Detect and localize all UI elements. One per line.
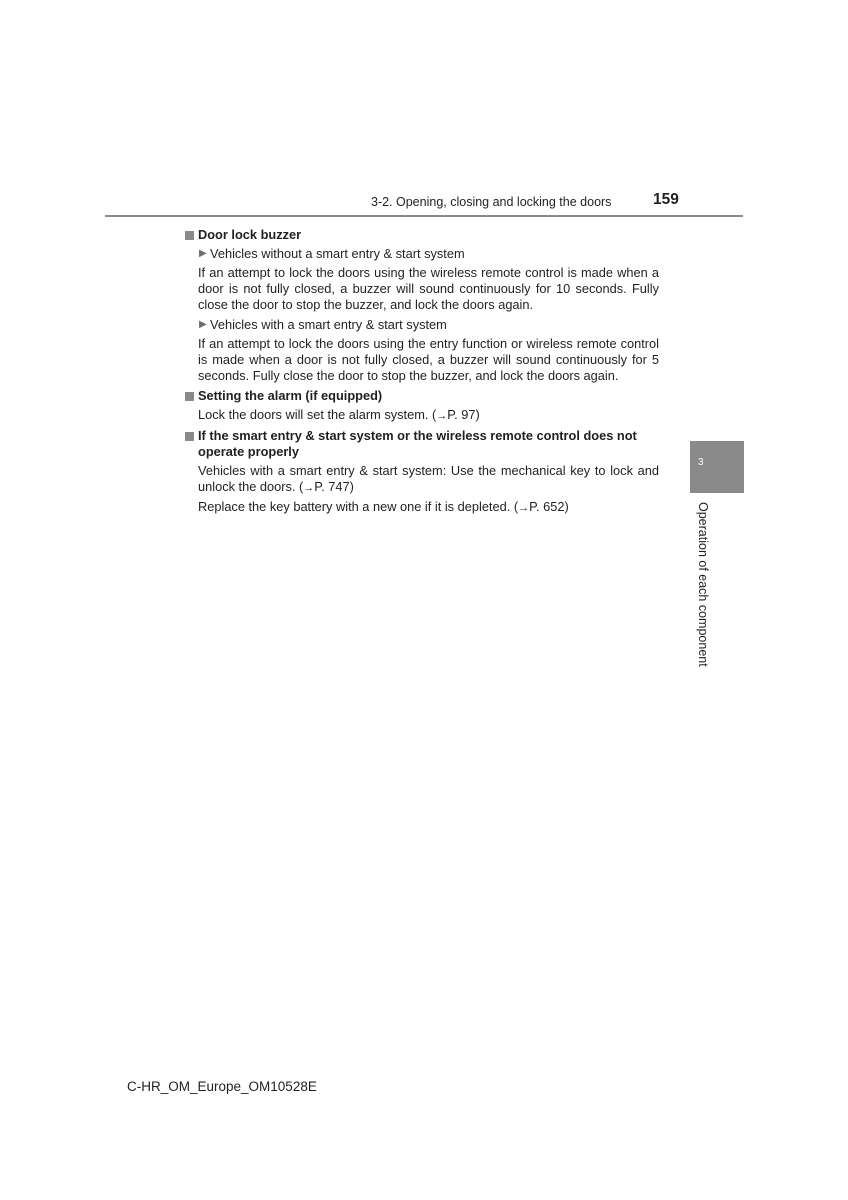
paragraph: If an attempt to lock the doors using the entry function or wireless remote control is made when a door is not fully closed, a buzzer will sound continuously for 5 seconds. Fully close the door to stop the buzzer, and lock the doors again. — [198, 336, 659, 383]
document-code: C-HR_OM_Europe_OM10528E — [127, 1079, 317, 1094]
page-reference[interactable]: P. 652) — [529, 499, 569, 514]
chapter-tab[interactable] — [690, 441, 744, 493]
triangle-right-icon: ▶ — [199, 248, 207, 259]
arrow-right-icon: → — [436, 410, 448, 422]
paragraph: If an attempt to lock the doors using the wireless remote control is made when a door is not fully closed, a buzzer will sound continuously for 10 seconds. Fully close the door to stop the buzzer, and lock the doors again. — [198, 265, 659, 312]
square-bullet-icon — [185, 432, 194, 441]
section-heading: Door lock buzzer — [185, 227, 659, 243]
page-reference[interactable]: P. 97) — [447, 407, 480, 422]
paragraph: Lock the doors will set the alarm system. (→P. 97) — [198, 407, 480, 422]
sub-heading: ▶ Vehicles without a smart entry & start system — [199, 246, 465, 261]
chapter-number: 3 — [698, 457, 704, 468]
arrow-right-icon: → — [303, 482, 315, 494]
sub-heading: ▶ Vehicles with a smart entry & start system — [199, 317, 447, 332]
arrow-right-icon: → — [518, 502, 530, 514]
page-content — [185, 224, 659, 516]
section-heading: If the smart entry & start system or the wireless remote control does not operate properly — [185, 428, 659, 460]
triangle-right-icon: ▶ — [199, 319, 207, 330]
chapter-title: Operation of each component — [696, 502, 710, 667]
square-bullet-icon — [185, 392, 194, 401]
page-reference[interactable]: P. 747) — [314, 479, 354, 494]
paragraph: Vehicles with a smart entry & start system: Use the mechanical key to lock and unlock the doors. (→P. 747) — [198, 463, 659, 494]
section-heading: Setting the alarm (if equipped) — [185, 388, 659, 404]
square-bullet-icon — [185, 231, 194, 240]
header-divider — [105, 215, 743, 217]
paragraph: Replace the key battery with a new one if it is depleted. (→P. 652) — [198, 499, 569, 514]
header-section-title: 3-2. Opening, closing and locking the doors — [371, 195, 612, 209]
page-number: 159 — [653, 191, 679, 208]
